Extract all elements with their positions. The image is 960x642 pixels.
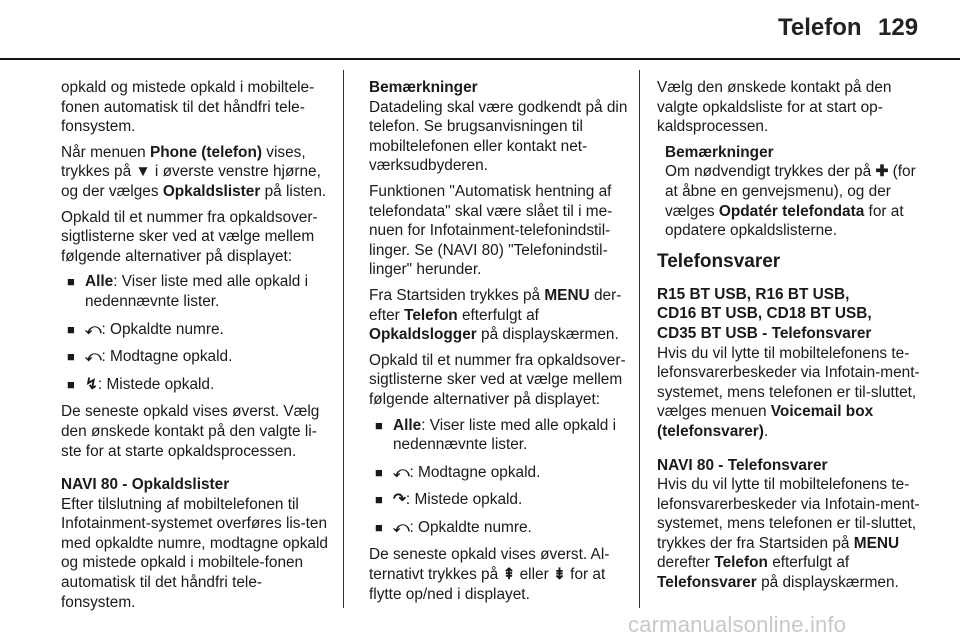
menu-name: Opkaldslister bbox=[162, 182, 261, 200]
paragraph bbox=[657, 475, 925, 593]
section-heading: Telefonsvarer bbox=[657, 250, 781, 272]
missed-call-icon: ↷ bbox=[393, 491, 406, 509]
text: (for at åbne en genvejsmenu), og der vælges bbox=[665, 163, 916, 220]
text: efterfulgt af bbox=[767, 554, 850, 572]
text: : Modtagne opkald. bbox=[409, 463, 541, 481]
text: : Modtagne opkald. bbox=[101, 348, 233, 366]
column-2 bbox=[369, 78, 637, 610]
text: vises, trykkes på bbox=[61, 143, 306, 181]
page-title: Telefon bbox=[778, 14, 862, 41]
paragraph: Opkald til et nummer fra opkaldsover-sigtlisterne sker ved at vælge mellem følgende alternativer på displayet: bbox=[369, 351, 626, 408]
button-name: MENU bbox=[544, 286, 590, 304]
text: Om nødvendigt trykkes der på bbox=[665, 163, 876, 181]
page-number: 129 bbox=[878, 14, 919, 41]
column-divider bbox=[639, 70, 640, 608]
text: : Mistede opkald. bbox=[405, 491, 523, 509]
list-item bbox=[375, 490, 637, 510]
note-box bbox=[657, 143, 925, 241]
outgoing-call-icon: ⤺ bbox=[393, 518, 410, 536]
paragraph bbox=[657, 344, 925, 442]
missed-call-icon: ↯ bbox=[85, 375, 98, 393]
column-1 bbox=[61, 78, 329, 618]
note-paragraph bbox=[665, 162, 925, 240]
menu-name: Telefonsvarer bbox=[657, 574, 757, 592]
paragraph: De seneste opkald vises øverst. Vælg den ønskede kontakt på den valgte li-ste for at starte opkaldsprocessen. bbox=[61, 403, 320, 460]
plus-icon: ✚ bbox=[875, 163, 889, 181]
outgoing-call-icon: ⤺ bbox=[85, 320, 102, 338]
text: : Opkaldte numre. bbox=[409, 518, 532, 536]
list-item bbox=[375, 416, 637, 455]
option-name: Opdatér telefondata bbox=[718, 202, 865, 220]
text: for at flytte op/ned i displayet. bbox=[369, 566, 606, 603]
text: : Viser liste med alle opkald i nedennævnte lister. bbox=[85, 273, 308, 310]
text: : Opkaldte numre. bbox=[101, 320, 224, 338]
bullet-icon: ■ bbox=[67, 349, 75, 365]
scroll-up-icon: ⇞ bbox=[502, 566, 516, 584]
bullet-icon: ■ bbox=[67, 321, 75, 337]
incoming-call-icon: ⤺ bbox=[393, 463, 410, 481]
subheading: CD16 BT USB, CD18 BT USB, bbox=[657, 305, 872, 323]
text: Når menuen bbox=[61, 143, 150, 161]
text: for at opdatere opkaldslisterne. bbox=[665, 202, 904, 240]
subheading: NAVI 80 - Telefonsvarer bbox=[657, 456, 828, 474]
paragraph: Efter tilslutning af mobiltelefonen til Infotainment-systemet overføres lis-ten med opkaldte numre, modtagne opkald og mistede opkald i mobiltele-fonen automatisk til det håndfri tele-fonsystem. bbox=[61, 495, 328, 611]
menu-name: Voicemail box (telefonsvarer) bbox=[657, 403, 874, 440]
bullet-icon: ■ bbox=[375, 492, 383, 508]
text: på displayskærmen. bbox=[476, 326, 619, 344]
bullet-icon: ■ bbox=[375, 519, 383, 535]
bullet-icon: ■ bbox=[375, 417, 383, 433]
page-header bbox=[0, 0, 960, 60]
triangle-down-icon: ▼ bbox=[135, 163, 151, 181]
text: på listen. bbox=[260, 182, 327, 200]
text: : Viser liste med alle opkald i nedennævnte lister. bbox=[393, 416, 616, 454]
subheading: CD35 BT USB - Telefonsvarer bbox=[657, 324, 872, 342]
option-name: Alle bbox=[393, 416, 422, 434]
scroll-down-icon: ⇟ bbox=[552, 566, 566, 584]
paragraph: Opkald til et nummer fra opkaldsover-sigtlisterne sker ved at vælge mellem følgende alternativer på displayet: bbox=[61, 208, 318, 265]
bullet-icon: ■ bbox=[67, 274, 75, 290]
list-item bbox=[67, 272, 329, 311]
note-paragraph: Funktionen "Automatisk hentning af telefondata" skal være slået til i me-nuen for Infotainment-telefonindstil-linger. Se (NAVI 80) "Telefonindstil-linger" herunder. bbox=[369, 182, 613, 279]
text: Fra Startsiden trykkes på bbox=[369, 286, 545, 304]
bullet-icon: ■ bbox=[375, 464, 383, 480]
text: eller bbox=[515, 566, 553, 584]
note-paragraph: Datadeling skal være godkendt på din telefon. Se brugsanvisningen til mobiltelefonen eller kontakt net-værksudbyderen. bbox=[369, 98, 628, 175]
text: . bbox=[763, 422, 769, 440]
list-item bbox=[67, 347, 329, 367]
paragraph bbox=[369, 286, 637, 345]
subheading: R15 BT USB, R16 BT USB, bbox=[657, 285, 850, 303]
paragraph bbox=[61, 143, 329, 202]
menu-name: Telefon bbox=[714, 554, 768, 572]
note-title: Bemærkninger bbox=[369, 79, 478, 96]
option-name: Alle bbox=[85, 273, 114, 291]
watermark: carmanualsonline.info bbox=[628, 612, 847, 637]
header-rule bbox=[0, 58, 960, 60]
menu-name: Opkaldslogger bbox=[369, 326, 477, 344]
column-divider bbox=[343, 70, 344, 608]
text: Hvis du vil lytte til mobiltelefonens te-lefonsvarerbeskeder via Infotain-ment-systemet, mens telefonen er til-sluttet, vælges menuen bbox=[657, 344, 920, 421]
text: : Mistede opkald. bbox=[97, 375, 215, 393]
text: der-efter bbox=[369, 286, 622, 324]
bullet-icon: ■ bbox=[67, 376, 75, 392]
list-item bbox=[67, 375, 329, 395]
paragraph: opkald og mistede opkald i mobiltele-fonen automatisk til det håndfri tele-fonsystem. bbox=[61, 79, 315, 136]
paragraph: Vælg den ønskede kontakt på den valgte opkaldsliste for at start op-kaldsprocessen. bbox=[657, 79, 892, 136]
text: i øverste venstre hjørne, og der vælges bbox=[61, 163, 321, 200]
text: på displayskærmen. bbox=[756, 574, 899, 592]
list-item bbox=[375, 518, 637, 538]
text: derefter bbox=[657, 554, 715, 572]
text: Hvis du vil lytte til mobiltelefonens te-lefonsvarerbeskeder via Infotain-ment-systemet, mens telefonen er til-sluttet, trykkes der fra Startsiden på bbox=[657, 476, 920, 552]
list-item bbox=[375, 463, 637, 483]
note-title: Bemærkninger bbox=[665, 143, 774, 161]
incoming-call-icon: ⤺ bbox=[85, 348, 102, 366]
menu-name: Phone (telefon) bbox=[149, 143, 262, 161]
paragraph bbox=[369, 545, 637, 604]
text: efterfulgt af bbox=[457, 306, 539, 324]
column-3 bbox=[657, 78, 925, 599]
menu-name: Telefon bbox=[404, 306, 458, 324]
list-item bbox=[67, 320, 329, 340]
subheading: NAVI 80 - Opkaldslister bbox=[61, 476, 230, 494]
text: De seneste opkald vises øverst. Al-ternativt trykkes på bbox=[369, 546, 610, 584]
button-name: MENU bbox=[853, 534, 900, 552]
